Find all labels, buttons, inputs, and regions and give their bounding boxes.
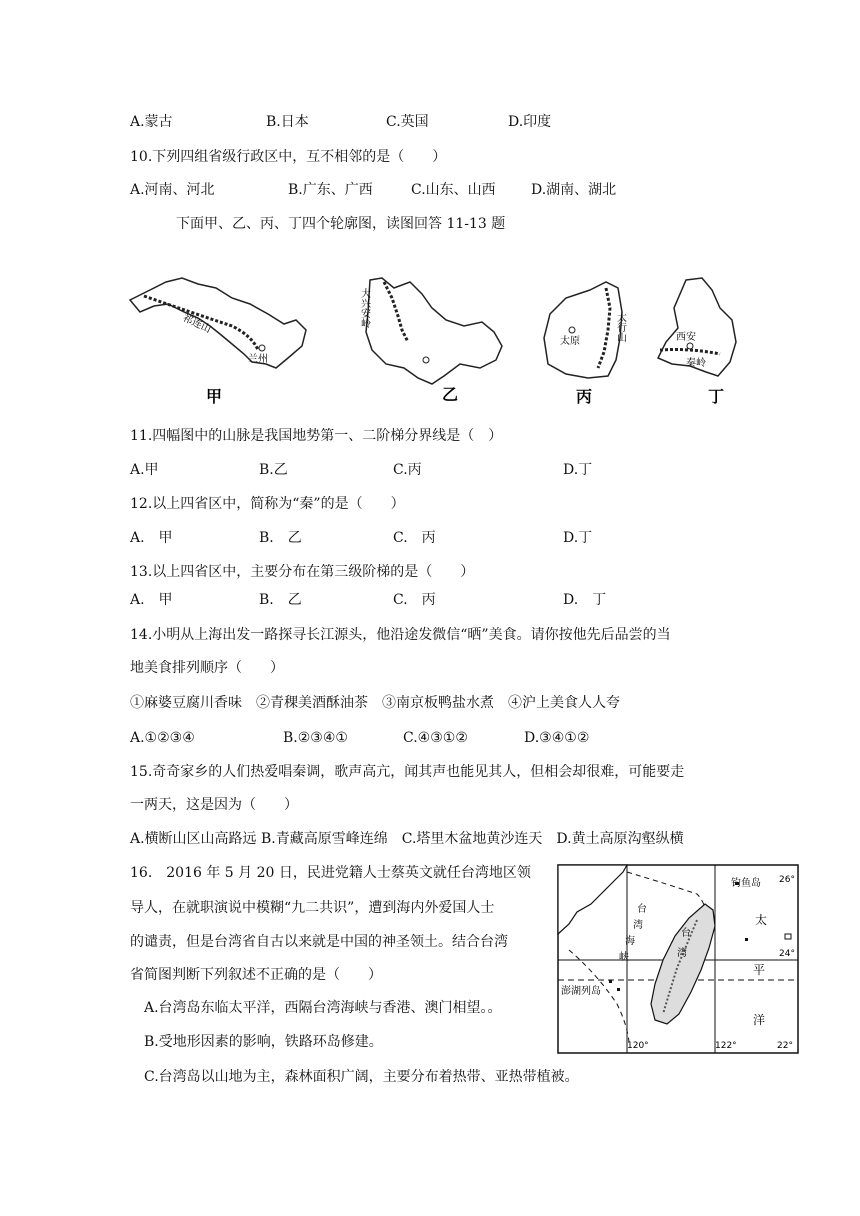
- q11-option-c: C.丙: [393, 462, 422, 478]
- map-yi: [359, 278, 503, 404]
- map-bing-city-label: 太原: [560, 336, 580, 347]
- q12-option-a: A. 甲: [130, 530, 173, 546]
- taiwan-map-lat24: 24°: [779, 949, 795, 959]
- q14-option-a: A.①②③④: [130, 730, 195, 746]
- taiwan-map-strait-1: 台: [637, 904, 647, 915]
- q11-stem: 11.四幅图中的山脉是我国地势第一、二阶梯分界线是（ ）: [130, 428, 503, 444]
- map-jia-caption: 甲: [206, 387, 223, 406]
- q13-option-b: B. 乙: [259, 592, 302, 608]
- q16-option-a: A.台湾岛东临太平洋，西隔台湾海峡与香港、澳门相望。。: [144, 1000, 502, 1016]
- map-ding-city-label: 西安: [676, 332, 696, 343]
- q14-option-b: B.②③④①: [283, 730, 348, 746]
- q10-option-c: C.山东、山西: [411, 182, 496, 198]
- q12-stem: 12.以上四省区中，简称为“秦”的是（ ）: [130, 496, 405, 512]
- map-jia-mountain-label: 祁连山: [180, 312, 213, 336]
- taiwan-map-lat22: 22°: [777, 1041, 793, 1051]
- taiwan-map-ocean-1: 太: [755, 913, 768, 927]
- taiwan-map-label-1: 台: [681, 928, 691, 939]
- q14-stem-line1: 14.小明从上海出发一路探寻长江源头，他沿途发微信“晒”美食。请你按他先后品尝的当: [130, 627, 671, 643]
- q14-option-c: C.④③①②: [403, 730, 468, 746]
- q13-option-c: C. 丙: [393, 592, 436, 608]
- map-ding: [658, 278, 736, 406]
- q9-option-b: B.日本: [266, 114, 309, 130]
- q13-option-d: D. 丁: [563, 592, 607, 608]
- taiwan-map-lat26: 26°: [779, 875, 795, 885]
- taiwan-map-ocean-3: 洋: [753, 1013, 766, 1027]
- taiwan-map-penghu-label: 澎湖列岛: [561, 986, 601, 997]
- intro-text: 下面甲、乙、丙、丁四个轮廓图，读图回答 11-13 题: [176, 216, 506, 232]
- map-ding-mountain-label: 秦岭: [686, 358, 706, 369]
- taiwan-map: [557, 864, 799, 1054]
- q16-stem-line1: 16. 2016 年 5 月 20 日，民进党籍人士蔡英文就任台湾地区领: [130, 865, 531, 881]
- taiwan-map-label-2: 湾: [677, 948, 687, 959]
- map-bing: [544, 282, 627, 406]
- q14-items: ①麻婆豆腐川香味 ②青稞美酒酥油茶 ③南京板鸭盐水煮 ④沪上美食人人夸: [130, 695, 620, 711]
- taiwan-map-strait-2: 湾: [633, 920, 643, 931]
- taiwan-map-lon122: 122°: [715, 1041, 737, 1051]
- map-jia: [130, 278, 306, 406]
- q15-stem-line1: 15.奇奇家乡的人们热爱唱秦调，歌声高亢，闻其声也能见其人，但相会却很难，可能要走: [130, 764, 685, 780]
- q12-option-b: B. 乙: [259, 530, 302, 546]
- map-yi-caption: 乙: [442, 385, 459, 404]
- q14-option-d: D.③④①②: [524, 730, 590, 746]
- q11-option-a: A.甲: [130, 462, 159, 478]
- map-jia-city-dot: [259, 345, 265, 351]
- map-bing-caption: 丙: [576, 387, 593, 406]
- q15-stem-line2: 一两天，这是因为（ ）: [130, 797, 298, 813]
- q16-option-c: C.台湾岛以山地为主，森林面积广阔，主要分布着热带、亚热带植被。: [144, 1069, 579, 1085]
- taiwan-map-strait-3: 海: [625, 936, 635, 947]
- q11-option-d: D.丁: [563, 462, 593, 478]
- taiwan-map-lon120: 120°: [627, 1041, 649, 1051]
- taiwan-map-diaoyu-label: 钓鱼岛: [731, 878, 761, 889]
- q13-stem: 13.以上四省区中，主要分布在第三级阶梯的是（ ）: [130, 564, 475, 580]
- q10-stem: 10.下列四组省级行政区中，互不相邻的是（ ）: [130, 149, 447, 165]
- q9-option-c: C.英国: [386, 114, 429, 130]
- q11-option-b: B.乙: [259, 462, 288, 478]
- q9-option-d: D.印度: [508, 114, 552, 130]
- q10-option-a: A.河南、河北: [130, 182, 215, 198]
- q12-option-c: C. 丙: [393, 530, 436, 546]
- q16-stem-line4: 省简图判断下列叙述不正确的是（ ）: [130, 967, 382, 983]
- q10-option-b: B.广东、广西: [288, 182, 373, 198]
- map-jia-city-label: 兰州: [248, 354, 268, 365]
- map-ding-caption: 丁: [708, 387, 725, 406]
- q14-stem-line2: 地美食排列顺序（ ）: [130, 660, 284, 676]
- map-yi-city-dot: [423, 357, 429, 363]
- map-bing-mountain-label: 太行山: [614, 312, 626, 342]
- q16-stem-line2: 导人，在就职演说中模糊“九二共识”，遭到海内外爱国人士: [130, 900, 495, 916]
- map-ding-city-dot: [687, 343, 693, 349]
- q16-stem-line3: 的谴责，但是台湾省自古以来就是中国的神圣领土。结合台湾: [130, 934, 508, 950]
- taiwan-map-strait-4: 峡: [619, 952, 629, 963]
- q10-option-d: D.湖南、湖北: [531, 182, 617, 198]
- q13-option-a: A. 甲: [130, 592, 173, 608]
- map-yi-mountain-label: 大兴安岭: [358, 288, 370, 328]
- q15-options: A.横断山区山高路远 B.青藏高原雪峰连绵 C.塔里木盆地黄沙连天 D.黄土高原沟壑纵横: [130, 831, 684, 847]
- outline-maps-figure: [120, 268, 760, 410]
- map-bing-city-dot: [569, 327, 575, 333]
- taiwan-map-ocean-2: 平: [753, 963, 766, 977]
- q12-option-d: D.丁: [563, 530, 593, 546]
- q16-option-b: B.受地形因素的影响，铁路环岛修建。: [144, 1034, 383, 1050]
- q9-option-a: A.蒙古: [130, 114, 173, 130]
